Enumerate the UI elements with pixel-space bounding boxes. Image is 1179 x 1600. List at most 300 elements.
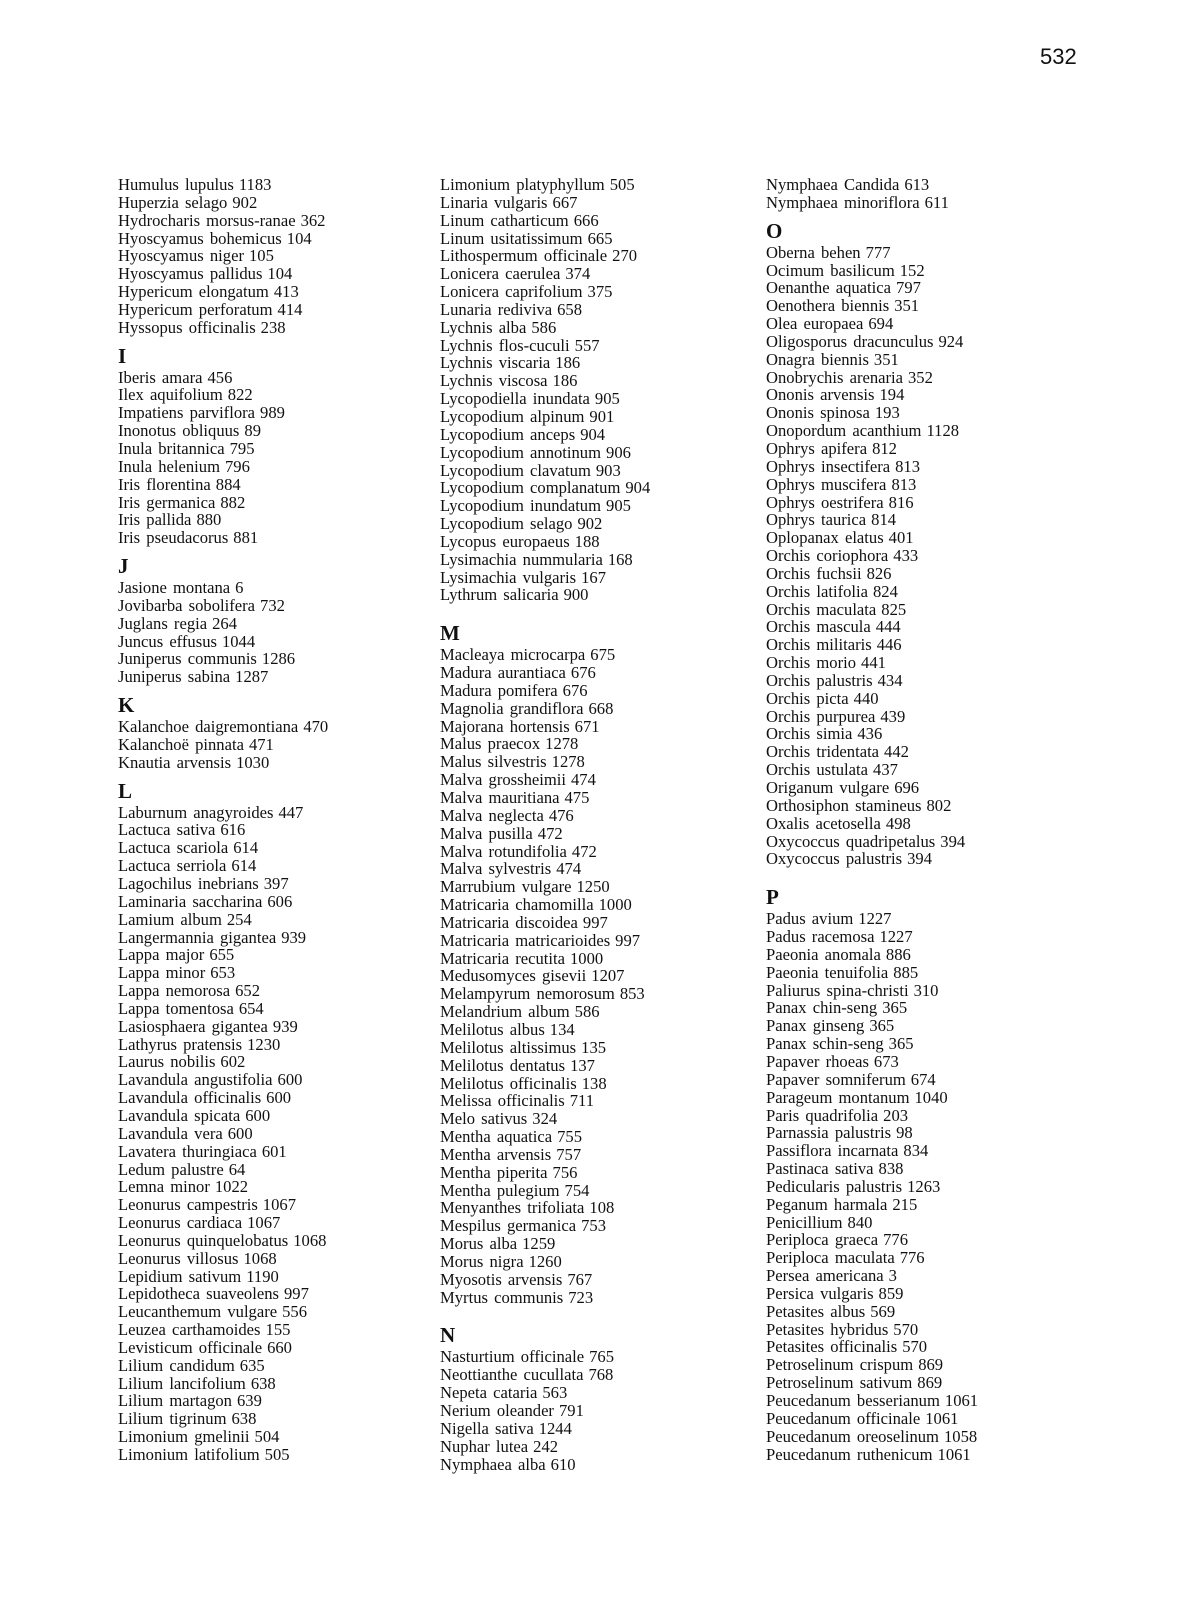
index-entry [118,1125,448,1143]
page-reference: 474 [556,859,582,879]
species-name: Oxalis acetosella [766,813,881,833]
page-reference: 1190 [246,1266,279,1286]
page-reference: 658 [557,299,583,319]
index-entry [766,1071,1096,1089]
page-reference: 436 [857,724,883,744]
page-reference: 813 [891,474,917,494]
index-entry [118,301,448,319]
species-name: Onopordum acanthium [766,421,922,441]
index-entry [766,982,1096,1000]
species-name: Padus avium [766,909,854,929]
index-entry [118,1036,448,1054]
index-entry [118,1178,448,1196]
species-name: Juniperus communis [118,649,257,669]
page-reference: 869 [917,1373,943,1393]
page-reference: 570 [893,1319,919,1339]
page-reference: 905 [606,496,631,516]
species-name: Ilex aquifolium [118,385,223,405]
page-reference: 440 [853,688,879,708]
index-entry [440,462,770,480]
species-name: Oxycoccus quadripetalus [766,831,936,851]
species-name: Onobrychis arenaria [766,367,903,387]
index-entry [440,771,770,789]
index-entry [118,821,448,839]
page-reference: 324 [532,1109,558,1129]
index-entry [118,668,448,686]
species-name: Melilotus officinalis [440,1073,577,1093]
index-entry [440,1021,770,1039]
page-reference: 105 [248,246,274,266]
page-reference: 362 [300,210,326,230]
index-entry [118,1232,448,1250]
page-reference: 613 [904,175,930,194]
page-reference: 441 [861,653,886,673]
index-entry [766,458,1096,476]
page-reference: 639 [236,1391,262,1411]
index-entry [440,551,770,569]
index-entry [440,497,770,515]
species-name: Lepidium sativum [118,1266,242,1286]
index-entry [440,825,770,843]
index-entry [440,735,770,753]
index-section [766,886,1096,1463]
index-entry [766,1446,1096,1464]
species-name: Orchis morio [766,653,857,673]
index-entry [766,999,1096,1017]
species-name: Morus nigra [440,1251,524,1271]
index-entry [766,946,1096,964]
species-name: Papaver somniferum [766,1069,906,1089]
index-entry [766,833,1096,851]
index-entry [118,857,448,875]
page-reference: 155 [265,1320,291,1340]
index-entry [440,807,770,825]
index-entry [766,547,1096,565]
species-name: Lonicera caprifolium [440,282,583,302]
index-entry [118,633,448,651]
page-reference: 666 [573,210,599,230]
page-reference: 694 [868,314,894,334]
index-entry [766,850,1096,868]
species-name: Hydrocharis morsus-ranae [118,210,296,230]
species-name: Lavatera thuringiaca [118,1141,257,1161]
page-reference: 98 [896,1123,913,1143]
page-reference: 673 [873,1051,899,1071]
species-name: Oberna behen [766,242,861,262]
page-reference: 1183 [238,175,272,194]
page-reference: 242 [533,1436,559,1456]
index-entry [118,1428,448,1446]
index-entry [766,1338,1096,1356]
page-reference: 834 [903,1141,929,1161]
page-reference: 989 [260,403,285,423]
index-entry [766,386,1096,404]
page-reference: 1030 [236,752,270,772]
species-name: Linaria vulgaris [440,192,548,212]
index-entry [440,426,770,444]
page-reference: 168 [607,549,633,569]
species-name: Orchis ustulata [766,760,869,780]
index-entry [766,1124,1096,1142]
page-reference: 586 [574,1002,600,1022]
index-entry [440,932,770,950]
page-number: 532 [1040,44,1077,69]
index-entry [440,1420,770,1438]
species-name: Penicillium [766,1212,843,1232]
page-reference: 655 [209,945,235,965]
index-entry [118,176,448,194]
index-entry [766,476,1096,494]
page-reference: 498 [885,813,911,833]
page-reference: 472 [571,841,597,861]
species-name: Petasites hybridus [766,1319,889,1339]
index-entry [118,1303,448,1321]
index-entry [766,910,1096,928]
species-name: Lagochilus inebrians [118,874,259,893]
index-entry [440,176,770,194]
page-reference: 610 [550,1454,576,1474]
index-entry [118,650,448,668]
page-reference: 668 [588,698,614,718]
species-name: Laminaria saccharina [118,891,263,911]
index-entry [766,1089,1096,1107]
page-reference: 193 [874,403,900,423]
species-name: Lasiosphaera gigantea [118,1016,268,1036]
index-entry [766,690,1096,708]
species-name: Parnassia palustris [766,1123,892,1143]
index-entry [440,1182,770,1200]
index-entry [440,1039,770,1057]
index-entry [118,597,448,615]
index-entry [766,636,1096,654]
page-reference: 471 [248,734,274,754]
index-entry [766,194,1096,212]
page-reference: 6 [235,578,244,598]
index-entry [118,875,448,893]
index-entry [118,529,448,547]
species-name: Lappa major [118,945,205,965]
section-letter: M [440,621,460,646]
page-reference: 1044 [221,631,256,651]
page-reference: 152 [899,260,925,280]
page-reference: 569 [870,1301,896,1321]
species-name: Matricaria recutita [440,948,565,968]
species-name: Lonicera caerulea [440,264,561,284]
species-name: Mentha arvensis [440,1144,552,1164]
index-entry [118,494,448,512]
species-name: Paliurus spina-christi [766,980,909,1000]
page-reference: 665 [587,228,613,248]
index-entry [766,815,1096,833]
page-reference: 1207 [591,966,625,986]
page-reference: 1128 [926,421,960,441]
page-reference: 264 [212,613,237,633]
page-reference: 812 [872,438,897,458]
index-section [118,555,448,686]
index-entry [440,408,770,426]
index-entry [440,479,770,497]
species-name: Myrtus communis [440,1287,564,1307]
page-reference: 1040 [914,1087,948,1107]
index-entry [440,860,770,878]
page-reference: 1061 [944,1391,979,1410]
page-reference: 413 [273,282,299,302]
species-name: Onagra biennis [766,349,869,369]
page-reference: 137 [570,1055,595,1075]
page-reference: 167 [581,567,606,587]
page-reference: 614 [231,856,257,876]
page-reference: 474 [570,770,596,790]
index-entry [118,212,448,230]
species-name: Orthosiphon stamineus [766,795,922,815]
species-name: Persea americana [766,1266,884,1286]
species-name: Ocimum basilicum [766,260,895,280]
index-entry [118,369,448,387]
index-entry [118,982,448,1000]
species-name: Matricaria matricarioides [440,930,611,950]
page-reference: 777 [865,242,891,262]
species-name: Iris florentina [118,474,211,494]
index-entry [440,390,770,408]
page-reference: 900 [563,585,589,605]
index-entry [766,779,1096,797]
index-entry [440,1128,770,1146]
page-reference: 869 [918,1355,944,1375]
page-reference: 997 [283,1284,309,1304]
page-reference: 881 [233,528,259,548]
species-name: Peganum harmala [766,1194,888,1214]
species-name: Pedicularis palustris [766,1176,903,1196]
page-reference: 638 [250,1373,276,1393]
species-name: Pastinaca sativa [766,1159,874,1179]
index-entry [440,444,770,462]
page-reference: 676 [562,680,588,700]
species-name: Lilium candidum [118,1355,235,1375]
page-reference: 997 [615,930,641,950]
species-name: Orchis maculata [766,599,877,619]
index-entry [118,893,448,911]
species-name: Hyoscyamus bohemicus [118,228,282,248]
species-name: Lavandula angustifolia [118,1070,273,1090]
species-name: Knautia arvensis [118,752,232,772]
species-name: Matricaria discoidea [440,912,578,932]
species-name: Hypericum perforatum [118,299,273,319]
index-entry [440,700,770,718]
species-name: Parageum montanum [766,1087,910,1107]
index-entry [766,1214,1096,1232]
species-name: Oligosporus dracunculus [766,331,934,351]
index-entry [440,1438,770,1456]
page-reference: 765 [589,1347,614,1367]
page-reference: 768 [588,1365,614,1385]
index-entry [118,1339,448,1357]
species-name: Lycopodium annotinum [440,442,602,462]
index-entry [440,1235,770,1253]
page-reference: 476 [548,805,574,825]
page-reference: 1000 [570,948,604,968]
page-reference: 906 [606,442,631,462]
species-name: Juniperus sabina [118,667,231,687]
index-entry [766,244,1096,262]
page-reference: 447 [278,802,304,822]
species-name: Impatiens parviflora [118,403,256,423]
index-entry [440,1384,770,1402]
page-reference: 1287 [235,667,269,687]
index-entry [118,1053,448,1071]
index-entry [440,515,770,533]
species-name: Nuphar lutea [440,1436,529,1456]
species-name: Orchis tridentata [766,742,880,762]
species-name: Morus alba [440,1234,518,1254]
species-name: Malva neglecta [440,805,544,825]
index-entry [766,601,1096,619]
species-name: Limonium latifolium [118,1445,260,1464]
species-name: Orchis picta [766,688,849,708]
page-reference: 1227 [858,909,892,929]
page-reference: 660 [267,1337,292,1357]
index-entry [440,1217,770,1235]
species-name: Paeonia tenuifolia [766,962,889,982]
section-letter: J [118,554,129,579]
page-reference: 108 [589,1198,615,1218]
species-name: Magnolia grandiflora [440,698,584,718]
page-reference: 1067 [247,1213,281,1233]
species-name: Lilium martagon [118,1391,232,1411]
index-entry [118,1446,448,1464]
index-entry [766,928,1096,946]
index-entry [766,279,1096,297]
index-entry [118,718,448,736]
index-entry [118,1321,448,1339]
page-reference: 924 [938,331,964,351]
page-reference: 614 [233,838,259,858]
page-reference: 802 [926,795,952,815]
page-reference: 757 [556,1144,582,1164]
species-name: Melo sativus [440,1109,528,1129]
page-reference: 676 [570,663,596,683]
index-entry [766,1356,1096,1374]
page-reference: 635 [239,1355,265,1375]
index-entry [440,1057,770,1075]
species-name: Malva sylvestris [440,859,552,879]
page-reference: 904 [625,478,651,498]
species-name: Orchis fuchsii [766,563,862,583]
page-reference: 822 [227,385,253,405]
species-name: Lilium tigrinum [118,1409,227,1429]
page-reference: 826 [866,563,892,583]
page-reference: 796 [225,456,250,476]
species-name: Orchis mascula [766,617,871,637]
species-name: Limonium platyphyllum [440,175,605,194]
index-entry [440,664,770,682]
page-reference: 997 [582,912,608,932]
index-entry [766,708,1096,726]
page-reference: 437 [873,760,898,780]
species-name: Panax chin-seng [766,998,878,1018]
species-name: Melilotus dentatus [440,1055,566,1075]
species-name: Lycopodium selago [440,514,573,534]
index-entry [766,1392,1096,1410]
species-name: Ophrys insectifera [766,456,891,476]
page-reference: 882 [220,492,246,512]
page-reference: 557 [574,335,600,355]
section-letter: N [440,1323,456,1348]
index-entry [440,878,770,896]
index-entry [440,372,770,390]
species-name: Lycopodium inundatum [440,496,602,516]
species-name: Lycopus europaeus [440,531,570,551]
page-reference: 64 [228,1159,246,1179]
index-entry [766,176,1096,194]
species-name: Lycopodium alpinum [440,406,585,426]
page-reference: 1278 [545,734,579,754]
page-reference: 652 [235,981,261,1001]
species-name: Lysimachia vulgaris [440,567,577,587]
page-reference: 365 [888,1034,914,1054]
page-reference: 853 [619,984,645,1004]
species-name: Peucedanum officinale [766,1408,921,1428]
page-reference: 270 [612,246,638,266]
section-letter: O [766,218,783,243]
index-section [118,176,448,337]
index-column-1 [118,176,448,1464]
index-entry [118,1375,448,1393]
species-name: Kalanchoe daigremontiana [118,717,299,737]
index-entry [118,839,448,857]
page-reference: 696 [894,778,920,797]
index-entry [440,896,770,914]
index-entry [766,297,1096,315]
species-name: Langermannia gigantea [118,927,277,947]
page-reference: 563 [542,1383,568,1403]
species-name: Oenanthe aquatica [766,278,892,298]
page-reference: 886 [885,944,911,964]
index-entry [118,804,448,822]
index-entry [118,319,448,337]
species-name: Myosotis arvensis [440,1269,563,1289]
page-reference: 188 [574,531,600,551]
page-reference: 902 [577,514,603,534]
page-reference: 446 [876,635,902,655]
index-entry [440,1271,770,1289]
species-name: Panax schin-seng [766,1034,884,1054]
species-name: Lavandula vera [118,1123,223,1143]
page-reference: 638 [231,1409,257,1429]
page-reference: 767 [567,1269,593,1289]
index-entry [440,265,770,283]
index-entry [118,929,448,947]
species-name: Lemna minor [118,1177,210,1197]
index-entry [118,1000,448,1018]
page-reference: 880 [196,510,222,530]
page-reference: 397 [263,874,289,893]
species-name: Lilium lancifolium [118,1373,246,1393]
page-reference: 600 [266,1088,292,1108]
species-name: Malva pusilla [440,823,533,843]
index-entry [118,476,448,494]
index-entry [766,1160,1096,1178]
page-reference: 606 [267,891,293,911]
species-name: Melandrium album [440,1002,570,1022]
page-reference: 135 [581,1037,607,1057]
index-entry [440,646,770,664]
species-name: Lathyrus pratensis [118,1034,243,1054]
index-entry [766,672,1096,690]
page-reference: 1067 [262,1195,296,1215]
species-name: Marrubium vulgare [440,877,572,897]
index-entry [118,1285,448,1303]
page-reference: 825 [881,599,907,619]
